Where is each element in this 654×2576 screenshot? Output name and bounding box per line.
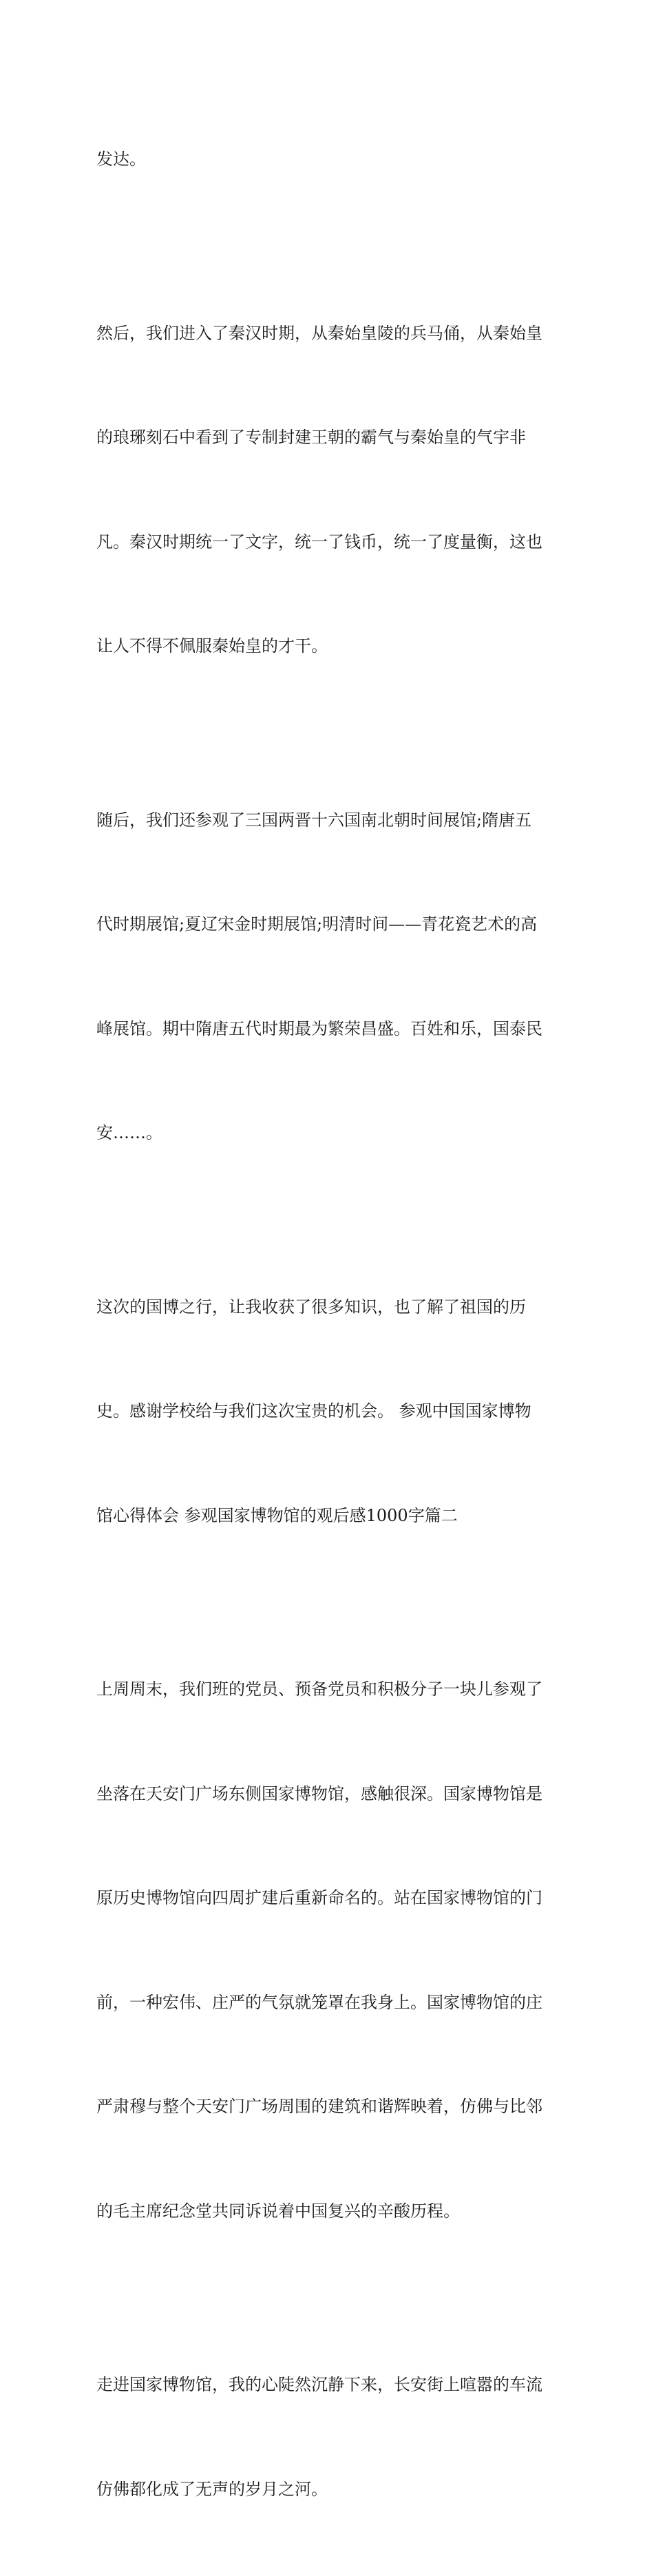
- paragraph-5: [96, 1602, 565, 2298]
- text-line: 峰展馆。期中隋唐五代时期最为繁荣昌盛。百姓和乐，国泰民: [96, 1018, 542, 1038]
- text-line: 前，一种宏伟、庄严的气氛就笼罩在我身上。国家博物馆的庄: [96, 1992, 542, 2012]
- text-line: 随后，我们还参观了三国两晋十六国南北朝时间展馆;隋唐五: [96, 810, 532, 830]
- text-line: 安……。: [96, 1123, 162, 1142]
- text-line: 原历史博物馆向四周扩建后重新命名的。站在国家博物馆的门: [96, 1888, 542, 1907]
- paragraph-3: [96, 733, 565, 1220]
- text-line: 代时期展馆;夏辽宋金时期展馆;明清时间——青花瓷艺术的高: [96, 914, 538, 934]
- text-line: 上周周末，我们班的党员、预备党员和积极分子一块儿参观了: [96, 1679, 542, 1699]
- text-line: 仿佛都化成了无声的岁月之河。: [96, 2479, 328, 2499]
- text-line: 严肃穆与整个天安门广场周围的建筑和谐辉映着，仿佛与比邻: [96, 2097, 542, 2116]
- paragraph-1: [96, 72, 565, 247]
- text-line: 让人不得不佩服秦始皇的才干。: [96, 636, 328, 656]
- text-line: 史。感谢学校给与我们这次宝贵的机会。 参观中国国家博物: [96, 1401, 531, 1421]
- text-line: 走进国家博物馆，我的心陡然沉静下来，长安街上喧嚣的车流: [96, 2375, 542, 2394]
- text-line: 凡。秦汉时期统一了文字，统一了钱币，统一了度量衡，这也: [96, 532, 542, 552]
- text-line: 然后，我们进入了秦汉时期，从秦始皇陵的兵马俑，从秦始皇: [96, 323, 542, 343]
- document-body: [96, 72, 565, 2576]
- text-line: 的毛主席纪念堂共同诉说着中国复兴的辛酸历程。: [96, 2201, 460, 2221]
- text-line: 坐落在天安门广场东侧国家博物馆，感触很深。国家博物馆是: [96, 1783, 542, 1803]
- text-line: 的琅琊刻石中看到了专制封建王朝的霸气与秦始皇的气宇非: [96, 428, 526, 447]
- paragraph-4: [96, 1220, 565, 1603]
- text-line: 馆心得体会 参观国家博物馆的观后感1000字篇二: [96, 1505, 458, 1525]
- text-line: 发达。: [96, 149, 146, 169]
- paragraph-2: [96, 247, 565, 733]
- text-line: 这次的国博之行，让我收获了很多知识，也了解了祖国的历: [96, 1297, 526, 1317]
- paragraph-6: [96, 2298, 565, 2576]
